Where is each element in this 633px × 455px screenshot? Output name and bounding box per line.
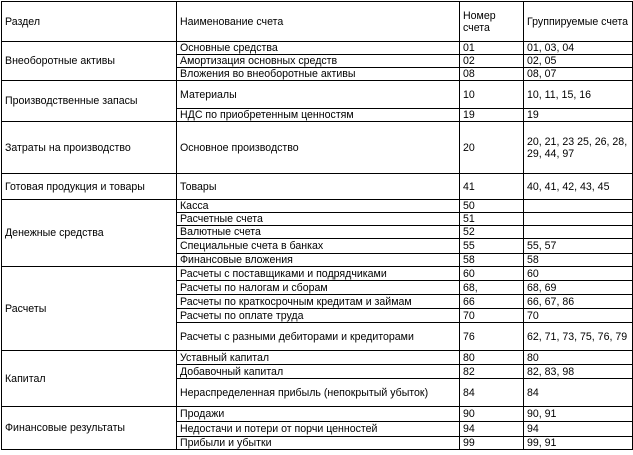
account-number: 84: [460, 379, 524, 407]
account-name: Основное производство: [177, 122, 460, 174]
account-name: Товары: [177, 174, 460, 200]
account-grouped: 68, 69: [524, 281, 633, 295]
header-grouped: Группируемые счета: [524, 2, 633, 42]
account-number: 20: [460, 122, 524, 174]
table-row: [2, 267, 633, 281]
section-title: Денежные средства: [2, 200, 177, 267]
account-name: Расчеты с разными дебиторами и кредиторами: [177, 323, 460, 351]
header-row: [2, 2, 633, 42]
table-row: [2, 42, 633, 55]
section-title: Затраты на производство: [2, 122, 177, 174]
account-grouped: 82, 83, 98: [524, 365, 633, 379]
section-title: Готовая продукция и товары: [2, 174, 177, 200]
account-grouped: 70: [524, 309, 633, 323]
table-row: [2, 407, 633, 422]
account-number: 68,: [460, 281, 524, 295]
account-grouped: 55, 57: [524, 239, 633, 254]
account-number: 82: [460, 365, 524, 379]
account-number: 55: [460, 239, 524, 254]
account-number: 10: [460, 81, 524, 109]
account-number: 80: [460, 351, 524, 365]
account-grouped: 80: [524, 351, 633, 365]
account-grouped: [524, 213, 633, 226]
account-grouped: [524, 200, 633, 213]
account-number: 60: [460, 267, 524, 281]
account-grouped: 94: [524, 422, 633, 437]
section-title: Внеоборотные активы: [2, 42, 177, 81]
section-title: Производственные запасы: [2, 81, 177, 122]
account-name: Расчеты по оплате труда: [177, 309, 460, 323]
account-name: Недостачи и потери от порчи ценностей: [177, 422, 460, 437]
account-grouped: 60: [524, 267, 633, 281]
account-number: 50: [460, 200, 524, 213]
section-title: Расчеты: [2, 267, 177, 351]
account-name: Нераспределенная прибыль (непокрытый убыток): [177, 379, 460, 407]
table-row: [2, 174, 633, 200]
account-number: 19: [460, 109, 524, 122]
account-grouped: 99, 91: [524, 437, 633, 450]
table-row: [2, 351, 633, 365]
account-number: 66: [460, 295, 524, 309]
account-number: 99: [460, 437, 524, 450]
section-title: Капитал: [2, 351, 177, 407]
account-number: 76: [460, 323, 524, 351]
account-name: Продажи: [177, 407, 460, 422]
account-name: Добавочный капитал: [177, 365, 460, 379]
account-number: 02: [460, 55, 524, 68]
account-number: 90: [460, 407, 524, 422]
account-name: Прибыли и убытки: [177, 437, 460, 450]
account-name: НДС по приобретенным ценностям: [177, 109, 460, 122]
header-section: Раздел: [2, 2, 177, 42]
account-grouped: 19: [524, 109, 633, 122]
account-name: Вложения во внеоборотные активы: [177, 68, 460, 81]
table-row: [2, 200, 633, 213]
account-name: Расчетные счета: [177, 213, 460, 226]
account-number: 52: [460, 226, 524, 239]
table-row: [2, 122, 633, 174]
account-name: Касса: [177, 200, 460, 213]
account-grouped: [524, 226, 633, 239]
account-number: 94: [460, 422, 524, 437]
account-name: Расчеты по налогам и сборам: [177, 281, 460, 295]
account-name: Уставный капитал: [177, 351, 460, 365]
account-grouped: 84: [524, 379, 633, 407]
account-name: Расчеты с поставщиками и подрядчиками: [177, 267, 460, 281]
account-number: 58: [460, 254, 524, 267]
account-grouped: 62, 71, 73, 75, 76, 79: [524, 323, 633, 351]
account-grouped: 58: [524, 254, 633, 267]
account-name: Основные средства: [177, 42, 460, 55]
table-body: [2, 42, 633, 450]
header-name: Наименование счета: [177, 2, 460, 42]
table-row: [2, 81, 633, 109]
account-grouped: 10, 11, 15, 16: [524, 81, 633, 109]
account-number: 08: [460, 68, 524, 81]
account-name: Финансовые вложения: [177, 254, 460, 267]
account-grouped: 02, 05: [524, 55, 633, 68]
account-grouped: 90, 91: [524, 407, 633, 422]
account-name: Валютные счета: [177, 226, 460, 239]
section-title: Финансовые результаты: [2, 407, 177, 450]
account-number: 41: [460, 174, 524, 200]
account-name: Расчеты по краткосрочным кредитам и займам: [177, 295, 460, 309]
account-grouped: 08, 07: [524, 68, 633, 81]
account-number: 70: [460, 309, 524, 323]
account-name: Специальные счета в банках: [177, 239, 460, 254]
header-number: Номер счета: [460, 2, 524, 42]
account-name: Амортизация основных средств: [177, 55, 460, 68]
account-grouped: 01, 03, 04: [524, 42, 633, 55]
account-grouped: 20, 21, 23 25, 26, 28, 29, 44, 97: [524, 122, 633, 174]
account-number: 01: [460, 42, 524, 55]
account-number: 51: [460, 213, 524, 226]
account-name: Материалы: [177, 81, 460, 109]
chart-of-accounts-table: [1, 1, 633, 450]
account-grouped: 40, 41, 42, 43, 45: [524, 174, 633, 200]
account-grouped: 66, 67, 86: [524, 295, 633, 309]
